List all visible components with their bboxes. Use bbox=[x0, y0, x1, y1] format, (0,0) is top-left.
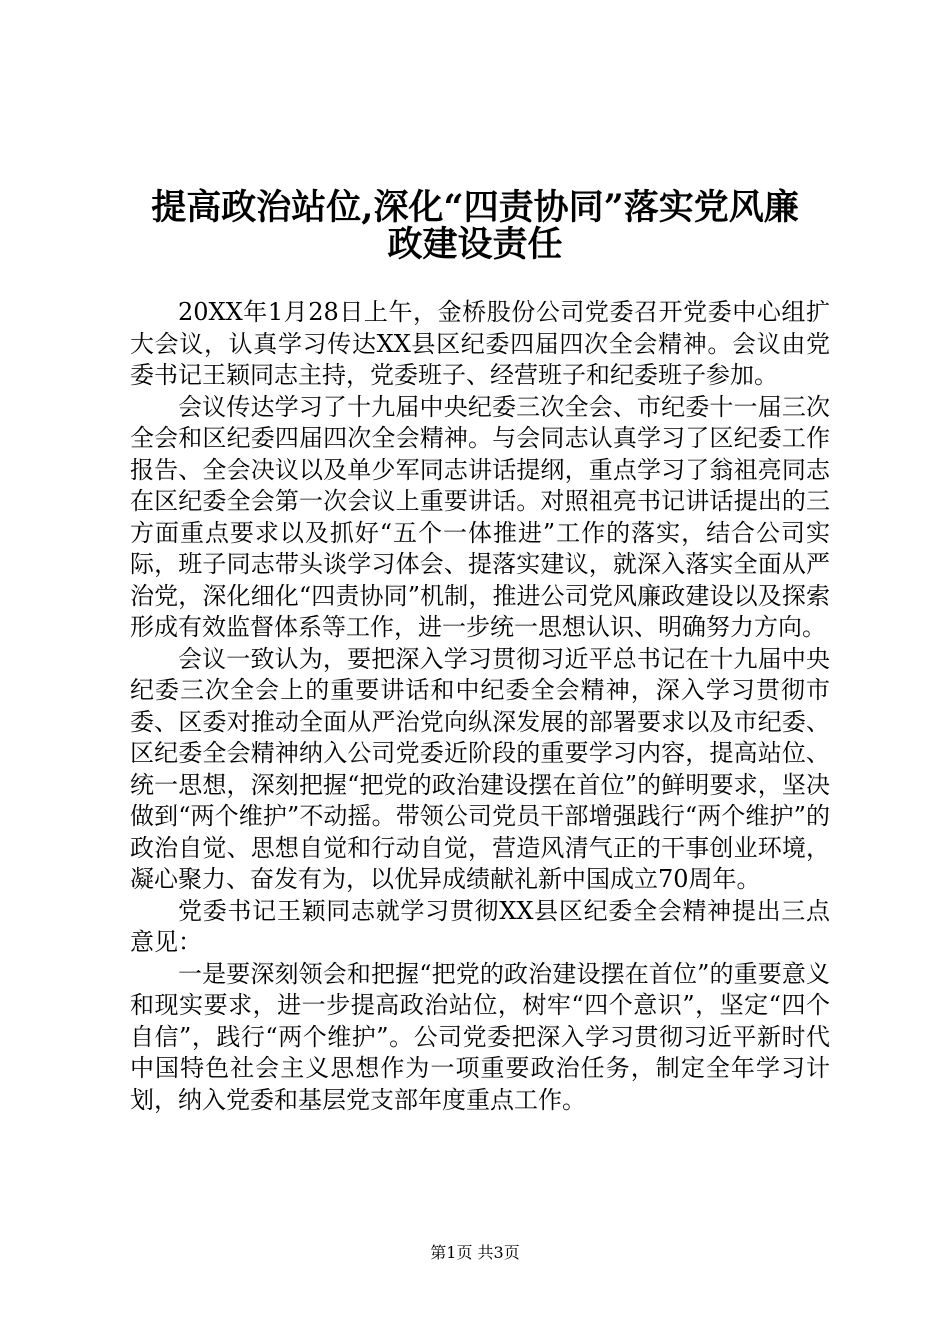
paragraph-5: 一是要深刻领会和把握“把党的政治建设摆在首位”的重要意义和现实要求，进一步提高政治站位，树牢“四个意识”，坚定“四个自信”，践行“两个维护”。公司党委把深入学习贯彻习近平新时代中国特色社会主义思想作为一项重要政治任务，制定全年学习计划，纳入党委和基层党支部年度重点工作。 bbox=[130, 959, 830, 1114]
paragraph-3: 会议一致认为，要把深入学习贯彻习近平总书记在十九届中央纪委三次全会上的重要讲话和中纪委全会精神，深入学习贯彻市委、区委对推动全面从严治党向纵深发展的部署要求以及市纪委、区纪委全会精神纳入公司党委近阶段的重要学习内容，提高站位、统一思想，深刻把握“把党的政治建设摆在首位”的鲜明要求，坚决做到“两个维护”不动摇。带领公司党员干部增强践行“两个维护”的政治自觉、思想自觉和行动自觉，营造风清气正的干事创业环境，凝心聚力、奋发有为，以优异成绩献礼新中国成立70周年。 bbox=[130, 644, 830, 893]
page-footer: 第1页 共3页 bbox=[430, 1243, 520, 1262]
paragraph-2: 会议传达学习了十九届中央纪委三次全会、市纪委十一届三次全会和区纪委四届四次全会精神。与会同志认真学习了区纪委工作报告、全会决议以及单少军同志讲话提纲，重点学习了翁祖亮同志在区纪委全会第一次会议上重要讲话。对照祖亮书记讲话提出的三方面重点要求以及抓好“五个一体推进”工作的落实，结合公司实际，班子同志带头谈学习体会、提落实建议，就深入落实全面从严治党，深化细化“四责协同”机制，推进公司党风廉政建设以及探索形成有效监督体系等工作，进一步统一思想认识、明确努力方向。 bbox=[130, 392, 830, 641]
paragraph-4: 党委书记王颖同志就学习贯彻XX县区纪委全会精神提出三点意见： bbox=[130, 896, 830, 956]
document-title-line1: 提高政治站位,深化“四责协同”落实党风廉 bbox=[151, 187, 799, 228]
document-title-line2: 政建设责任 bbox=[387, 224, 563, 265]
document-body bbox=[130, 297, 830, 1116]
paragraph-1: 20XX年1月28日上午，金桥股份公司党委召开党委中心组扩大会议，认真学习传达XX县区纪委四届四次全会精神。会议由党委书记王颖同志主持，党委班子、经营班子和纪委班子参加。 bbox=[130, 298, 830, 389]
